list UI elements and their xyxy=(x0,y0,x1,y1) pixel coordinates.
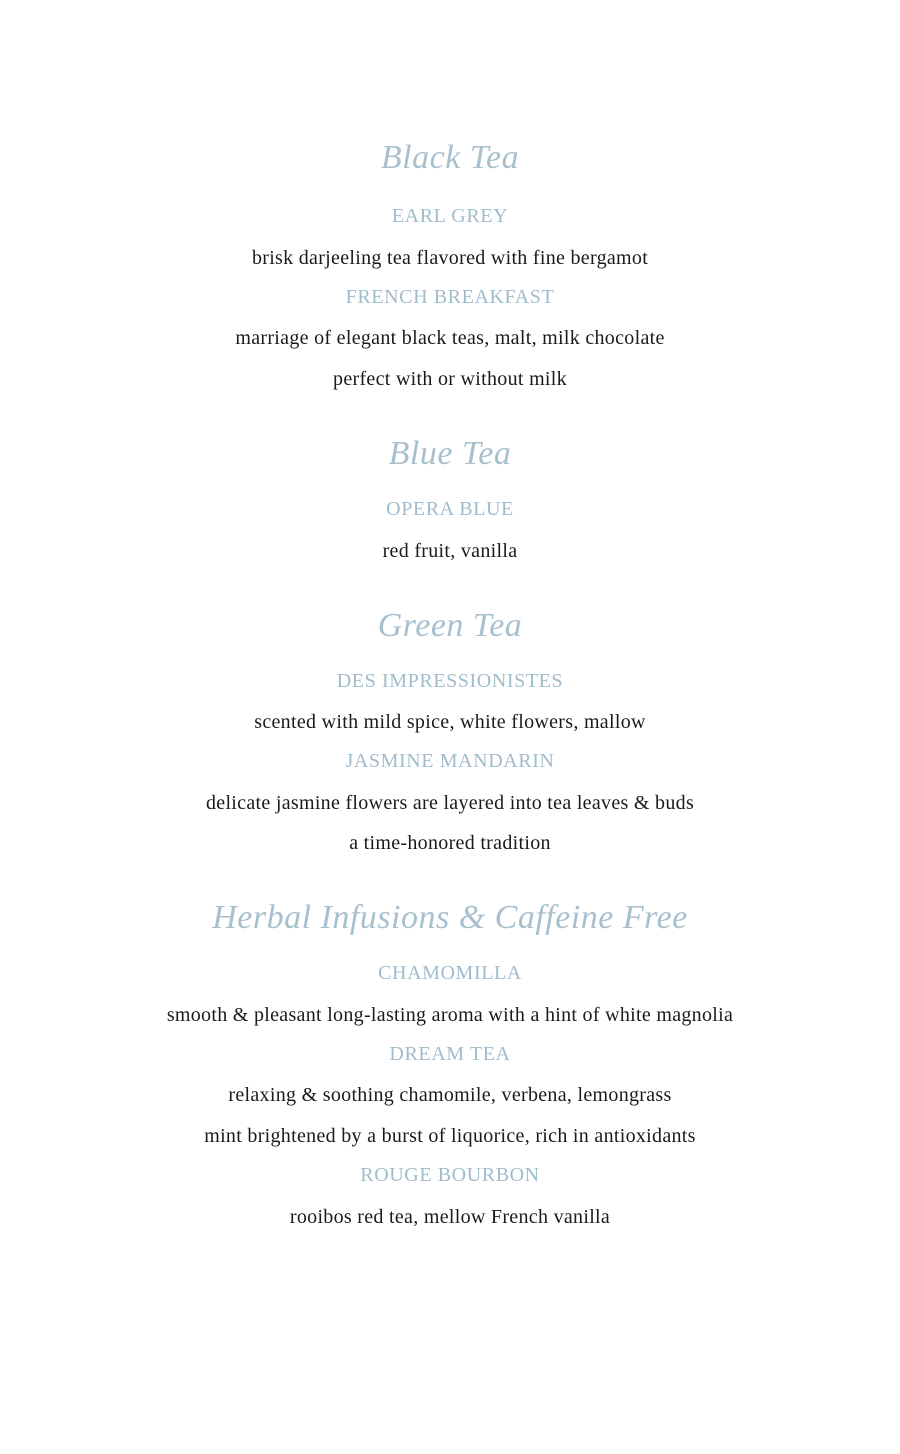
tea-name-des-impressionistes: DES IMPRESSIONISTES xyxy=(336,670,564,692)
section-title-black-tea: Black Tea xyxy=(380,139,520,176)
tea-description: relaxing & soothing chamomile, verbena, lemongrass xyxy=(228,1084,672,1106)
tea-description: marriage of elegant black teas, malt, milk chocolate xyxy=(235,327,665,349)
tea-name-earl-grey: EARL GREY xyxy=(391,205,509,227)
section-title-blue-tea: Blue Tea xyxy=(388,435,512,472)
tea-name-opera-blue: OPERA BLUE xyxy=(386,498,514,520)
tea-description: smooth & pleasant long-lasting aroma with a hint of white magnolia xyxy=(166,1004,734,1026)
tea-description: delicate jasmine flowers are layered into tea leaves & buds xyxy=(205,792,695,814)
tea-description: mint brightened by a burst of liquorice, rich in antioxidants xyxy=(204,1125,696,1147)
tea-description: red fruit, vanilla xyxy=(382,540,518,562)
tea-description: brisk darjeeling tea flavored with fine bergamot xyxy=(251,247,649,269)
tea-description: perfect with or without milk xyxy=(333,368,567,390)
tea-name-dream-tea: DREAM TEA xyxy=(389,1043,511,1065)
tea-name-rouge-bourbon: ROUGE BOURBON xyxy=(360,1164,540,1186)
tea-name-french-breakfast: FRENCH BREAKFAST xyxy=(345,286,555,308)
tea-description: scented with mild spice, white flowers, mallow xyxy=(254,711,646,733)
tea-name-jasmine-mandarin: JASMINE MANDARIN xyxy=(345,750,555,772)
tea-description: rooibos red tea, mellow French vanilla xyxy=(289,1206,611,1228)
tea-name-chamomilla: CHAMOMILLA xyxy=(378,962,522,984)
tea-description: a time-honored tradition xyxy=(349,832,551,854)
section-title-herbal-infusions: Herbal Infusions & Caffeine Free xyxy=(212,899,688,936)
section-title-green-tea: Green Tea xyxy=(377,607,523,644)
